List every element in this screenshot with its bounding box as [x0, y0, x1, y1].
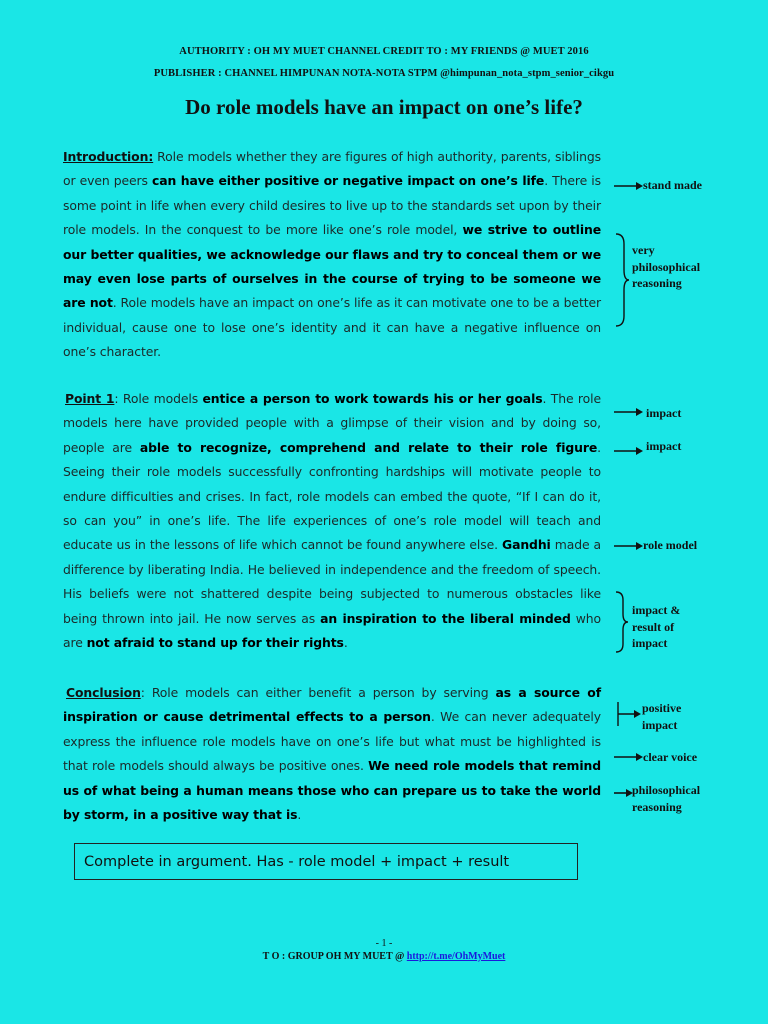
page-number: - 1 -	[375, 938, 393, 949]
arrow-icon	[614, 787, 634, 799]
conclusion-paragraph: Conclusion: Role models can either benefit a person by serving as a source of inspiration or cause detrimental effects to a person. We can never adequately express the influence role models have on one’s life but what must be highlighted is that role models should always be positive ones. We need role models that remind us of what being a human means those who can prepare us to take the world by storm, in a positive way that is.	[63, 685, 601, 823]
arrow-icon	[614, 180, 644, 192]
footer-link[interactable]: http://t.me/OhMyMuet	[406, 951, 506, 962]
conclusion-label: Conclusion	[66, 685, 141, 700]
annotation-very-philosophical: very philosophical reasoning	[632, 243, 701, 290]
introduction-paragraph: Introduction: Role models whether they are figures of high authority, parents, siblings or even peers can have either positive or negative impact on one’s life. There is some point in life when every child desires to live up to the standards set upon by their role models. In the conquest to be more like one’s role model, we strive to outline our better qualities, we acknowledge our flaws and try to conceal them or we may even lose parts of ourselves in the course of trying to be someone we are not. Role models have an impact on one’s life as it can motivate one to be a better individual, cause one to lose one’s identity and it can have a negative influence on one’s character.	[63, 149, 601, 360]
annotation-clear-voice: clear voice	[643, 750, 698, 764]
annotation-role-model: role model	[643, 538, 698, 552]
annotation-impact-result: impact & result of impact	[632, 603, 681, 650]
annotation-stand-made: stand made	[643, 178, 703, 192]
point1-paragraph: Point 1: Role models entice a person to work towards his or her goals. The role models here have provided people with a glimpse of their vision and by doing so, people are able to recognize, comprehend and relate to their role figure. Seeing their role models successfully confronting hardships will motivate people to endure difficulties and crises. In fact, role models can embed the quote, “If I can do it, so can you” in one’s life. The life experiences of one’s role model will teach and educate us in the lessons of life which cannot be found anywhere else. Gandhi made a difference by liberating India. He believed in independence and the freedom of speech. His beliefs were not shattered despite being subjected to numerous obstacles like being thrown into jail. He now serves as an inspiration to the liberal minded who are not afraid to stand up for their rights.	[63, 391, 602, 651]
point1-label: Point 1	[65, 391, 115, 406]
annotation-impact-2: impact	[646, 439, 682, 453]
introduction-label: Introduction:	[63, 149, 154, 164]
arrow-icon	[614, 406, 644, 418]
header-publisher: PUBLISHER : CHANNEL HIMPUNAN NOTA-NOTA STPM @himpunan_nota_stpm_senior_cikgu	[153, 68, 615, 79]
summary-box: Complete in argument. Has - role model + impact + result	[74, 843, 578, 880]
header-authority: AUTHORITY : OH MY MUET CHANNEL CREDIT TO : MY FRIENDS @ MUET 2016	[179, 46, 589, 57]
brace-icon	[616, 700, 642, 730]
brace-icon	[614, 590, 630, 654]
arrow-icon	[614, 751, 644, 763]
arrow-icon	[614, 540, 644, 552]
annotation-philosophical: philosophical reasoning	[632, 783, 701, 814]
annotation-impact-1: impact	[646, 406, 682, 420]
annotation-positive-impact: positive impact	[642, 701, 682, 732]
brace-icon	[614, 232, 630, 328]
footer: T O : GROUP OH MY MUET @ http://t.me/OhMyMuet	[262, 951, 506, 962]
arrow-icon	[614, 445, 644, 457]
page-title: Do role models have an impact on one’s life?	[185, 95, 583, 119]
